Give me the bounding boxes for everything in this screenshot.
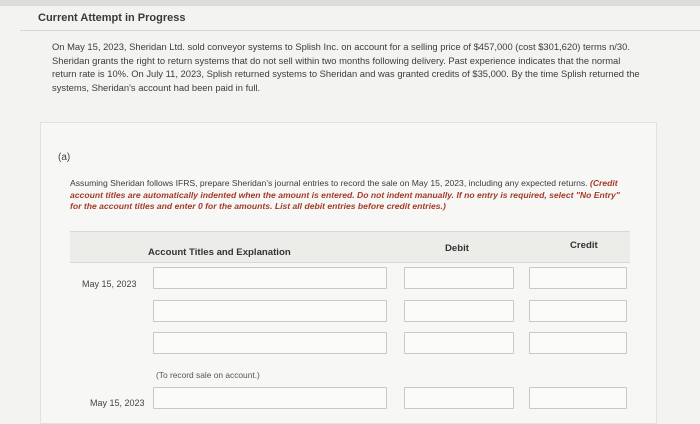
credit-input[interactable] [529,267,627,289]
entry-1-memo: (To record sale on account.) [156,370,260,380]
account-title-input[interactable] [153,267,387,289]
problem-statement [40,30,655,118]
credit-input[interactable] [529,332,627,354]
instructions [70,178,630,213]
instructions-text: Assuming Sheridan follows IFRS, prepare Sheridan's journal entries to record the sale on May 15, 2023, including any expected returns. [70,178,588,188]
instructions-note: (Credit account titles are automatically indented when the amount is entered. Do not indent manually. If no entry is required, select "No Entry" for the account titles and enter 0 for the amounts. List all debit entries before credit entries.) [70,178,620,211]
debit-input[interactable] [404,332,514,354]
problem-text: On May 15, 2023, Sheridan Ltd. sold conveyor systems to Splish Inc. on account for a selling price of $457,000 (cost $301,620) terms n/30. Sheridan grants the right to return systems that do not sell within two months following delivery. Past experience indicates that the normal return rate is 10%. On July 11, 2023, Splish returned systems to Sheridan and was granted credits of $35,000. By the time Splish returned the systems, Sheridan's account had been paid in full. [52,41,640,93]
credit-input[interactable] [529,300,627,322]
account-title-input[interactable] [153,300,387,322]
account-title-input[interactable] [153,332,387,354]
top-bar [0,0,700,6]
entry-1-date: May 15, 2023 [82,279,137,289]
col-account-header: Account Titles and Explanation [148,247,291,258]
credit-input[interactable] [529,387,627,409]
part-label: (a) [58,152,71,163]
col-credit-header: Credit [570,240,598,251]
entry-2-date: May 15, 2023 [90,398,145,408]
debit-input[interactable] [404,267,514,289]
debit-input[interactable] [404,300,514,322]
account-title-input[interactable] [153,387,387,409]
debit-input[interactable] [404,387,514,409]
attempt-title: Current Attempt in Progress [38,12,186,24]
col-debit-header: Debit [445,243,469,254]
